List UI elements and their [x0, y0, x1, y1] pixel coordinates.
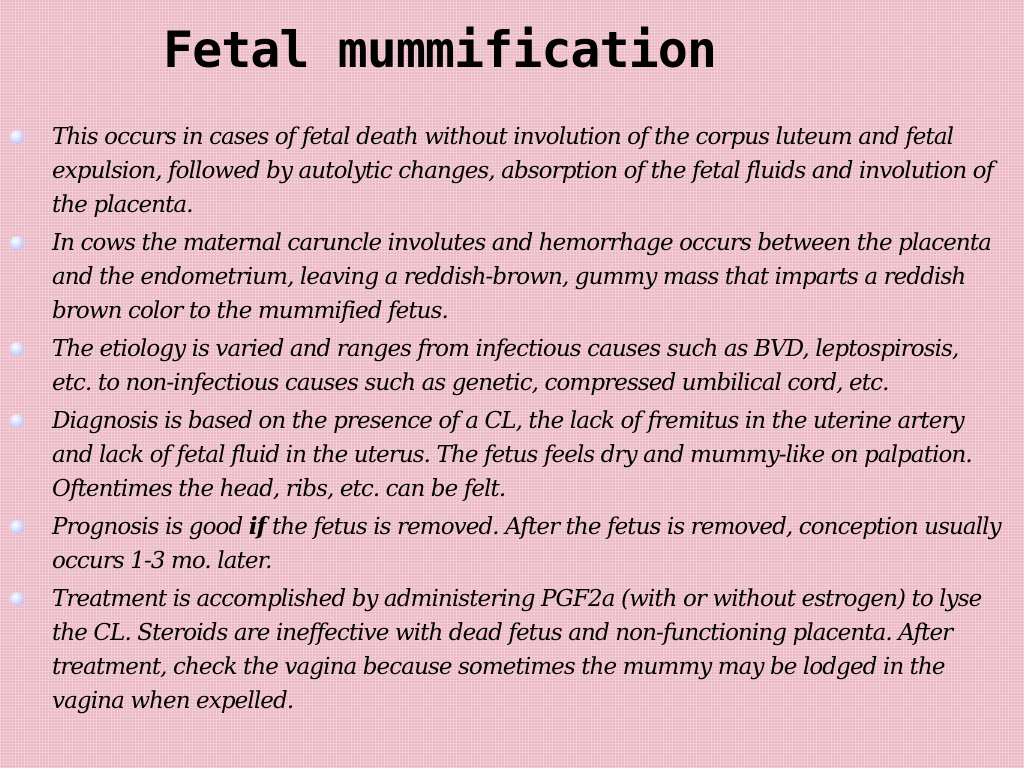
bullet-text: The etiology is varied and ranges from infectious causes such as BVD, leptospirosis, etc. to non-infectious causes such as genetic, compressed umbilical cord, etc. [52, 336, 959, 396]
bullet-item-etiology [0, 332, 1024, 400]
bullet-text: Treatment is accomplished by administering PGF2a (with or without estrogen) to lyse the CL. Steroids are ineffective with dead fetus and non-functioning placenta. After treatment, check the vagina because sometimes the mummy may be lodged in the vagina when expelled. [52, 586, 982, 714]
slide-title: Fetal mummification [163, 21, 716, 79]
bullet-item-treatment [0, 582, 1024, 718]
bullet-item-prognosis [0, 510, 1024, 578]
bullet-dot-icon [10, 236, 24, 250]
bullet-item-diagnosis [0, 404, 1024, 506]
bullet-dot-icon [10, 342, 24, 356]
bullet-text-before: Prognosis is good [52, 514, 249, 540]
bullet-item-definition [0, 120, 1024, 222]
bullet-list [0, 120, 1024, 722]
bullet-dot-icon [10, 414, 24, 428]
bullet-text-after: the fetus is removed. After the fetus is removed, conception usually occurs 1-3 mo. later. [52, 514, 1001, 574]
bullet-text: Diagnosis is based on the presence of a CL, the lack of fremitus in the uterine artery and lack of fetal fluid in the uterus. The fetus feels dry and mummy-like on palpation. Oftentimes the head, ribs, etc. can be felt. [52, 408, 972, 502]
bullet-dot-icon [10, 130, 24, 144]
bullet-item-cows [0, 226, 1024, 328]
bullet-emphasis: if [248, 513, 266, 540]
bullet-text: In cows the maternal caruncle involutes and hemorrhage occurs between the placenta and the endometrium, leaving a reddish-brown, gummy mass that imparts a reddish brown color to the mummified fetus. [52, 230, 991, 324]
bullet-dot-icon [10, 520, 24, 534]
bullet-text: This occurs in cases of fetal death without involution of the corpus luteum and fetal expulsion, followed by autolytic changes, absorption of the fetal fluids and involution of the placenta. [52, 124, 994, 218]
bullet-dot-icon [10, 592, 24, 606]
